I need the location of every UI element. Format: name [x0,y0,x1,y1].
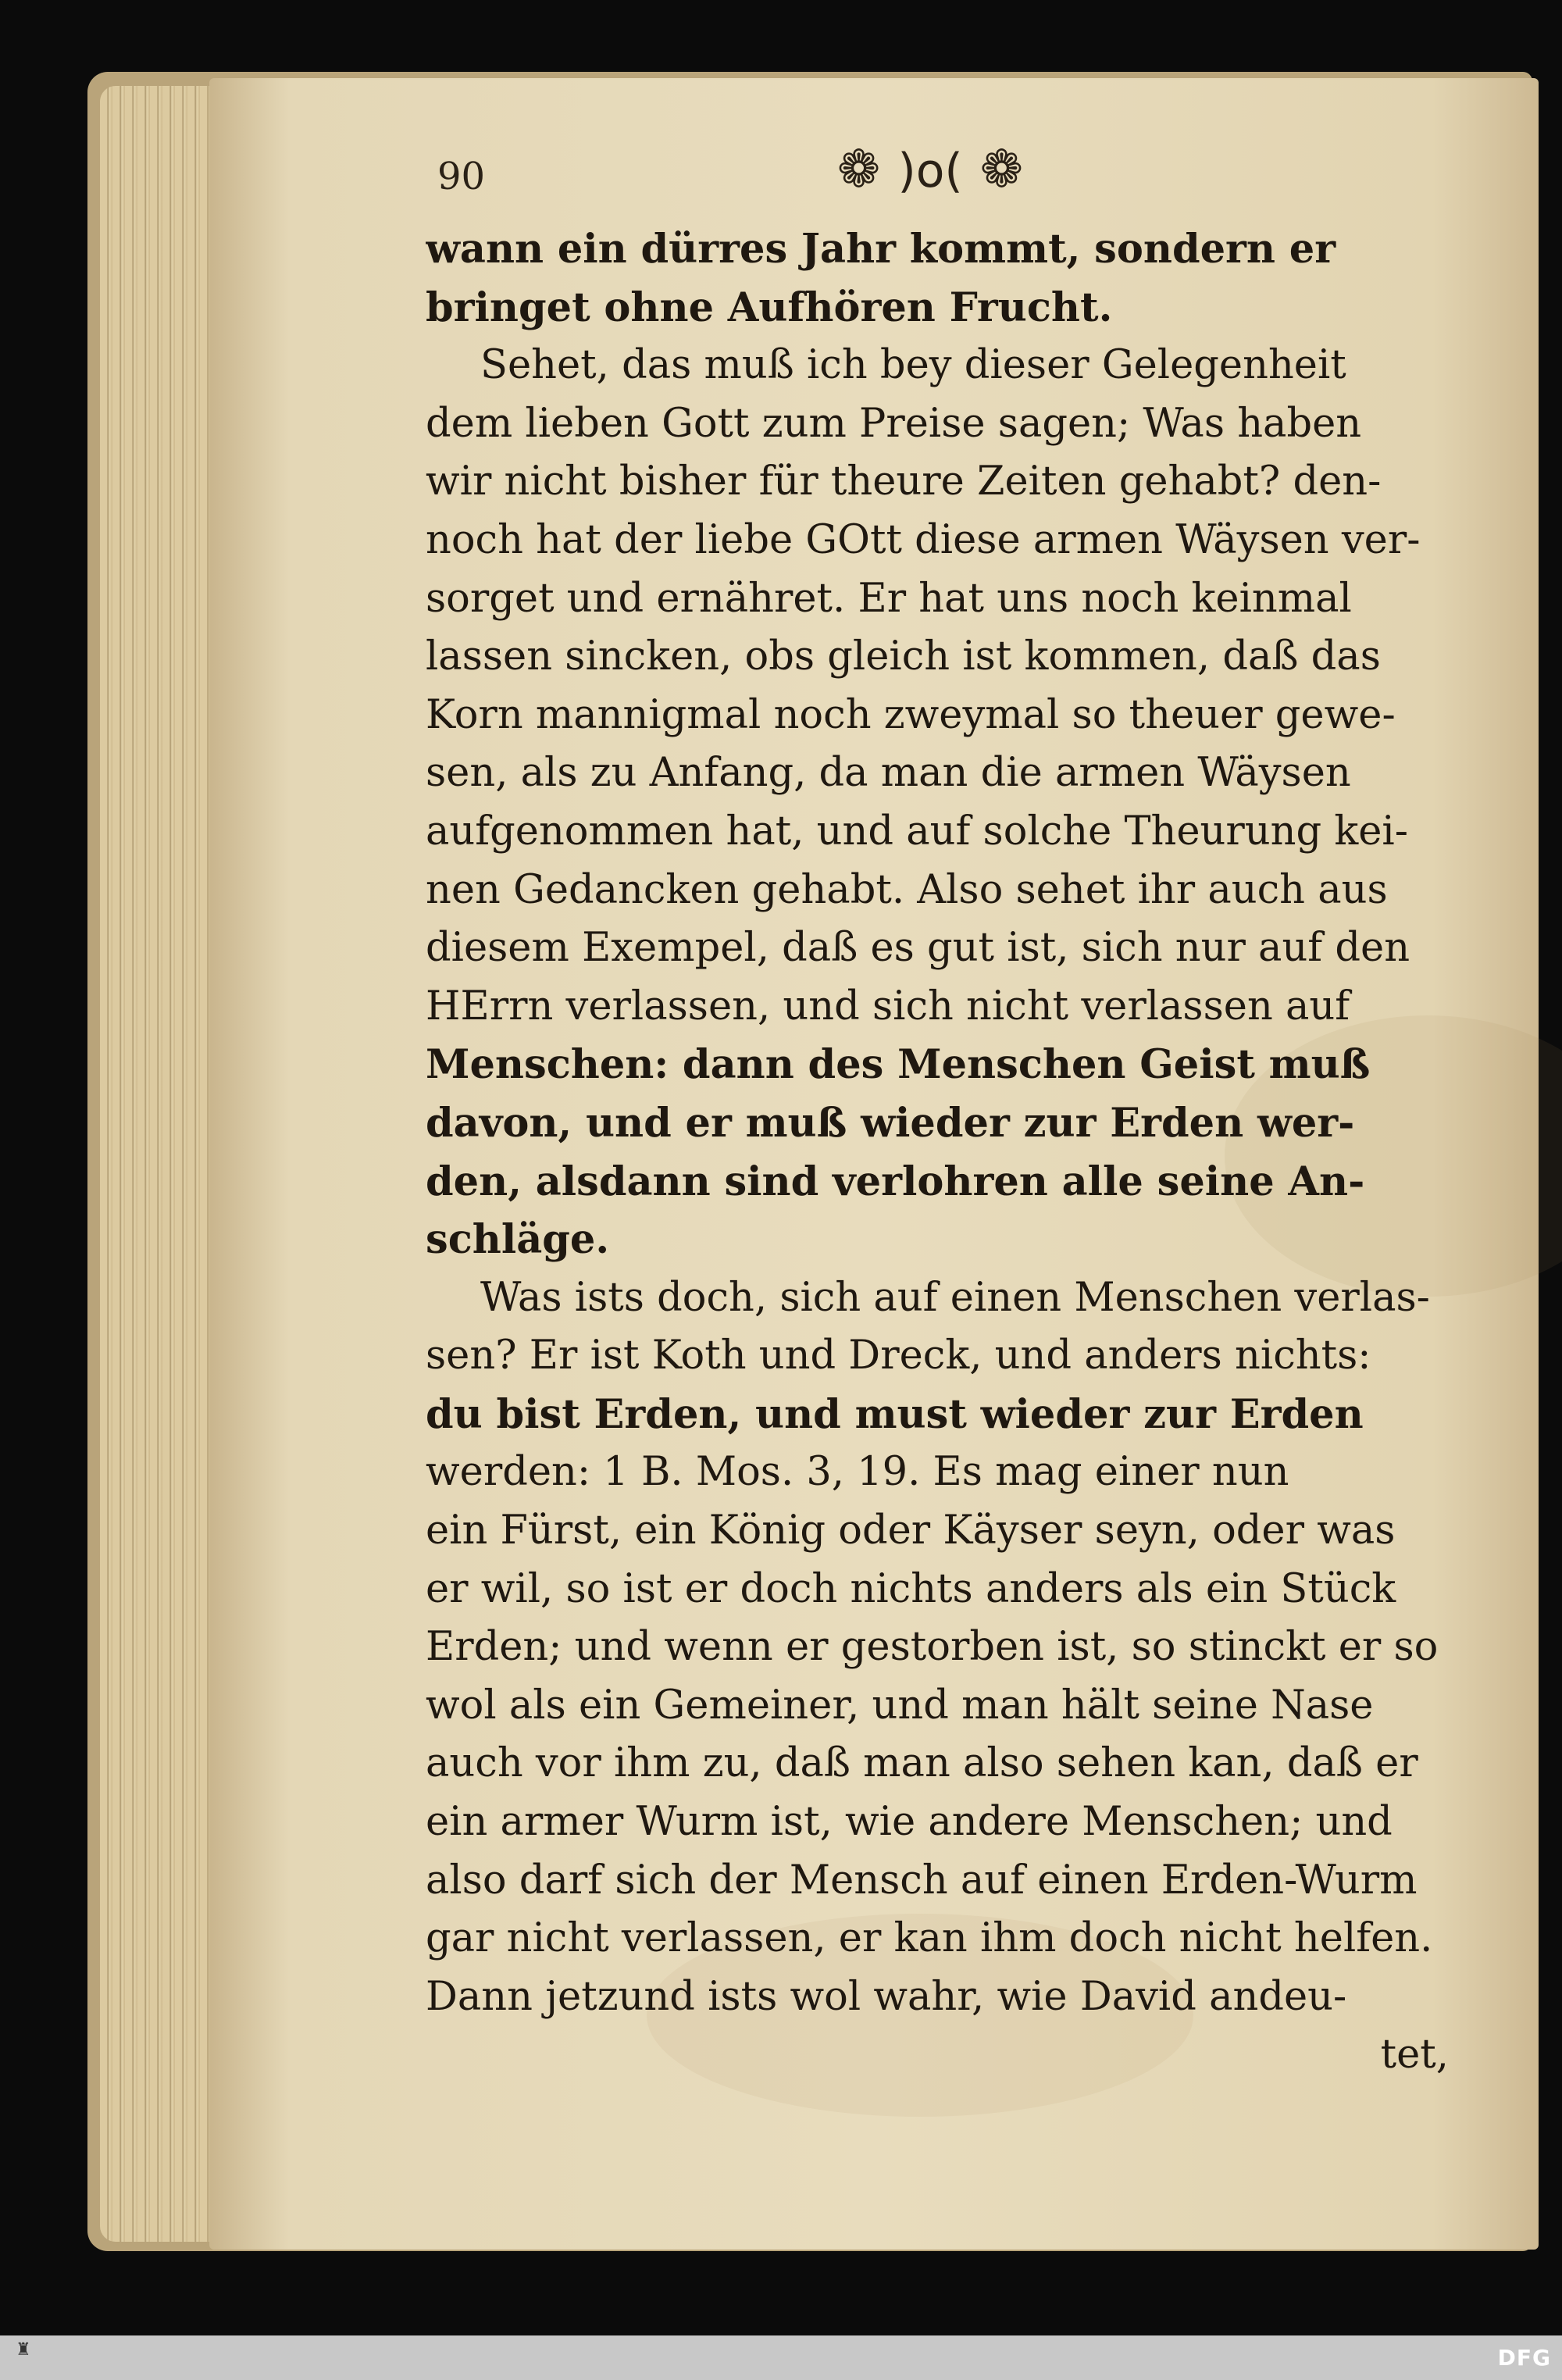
text-line: du bist Erden, und must wieder zur Erden [426,1390,1364,1438]
text-line: nen Gedancken gehabt. Also sehet ihr auch aus [426,866,1388,913]
text-line: auch vor ihm zu, daß man also sehen kan, daß er [426,1740,1418,1787]
text-line: Erden; und wenn er gestorben ist, so stinckt er so [426,1624,1439,1671]
text-line: wir nicht bisher für theure Zeiten gehabt? den- [426,459,1382,505]
text-line: dem lieben Gott zum Preise sagen; Was haben [426,400,1362,447]
ornament-divider: )o( [897,144,963,198]
text-line: sorget und ernähret. Er hat uns noch keinmal [426,575,1352,622]
text-line: HErrn verlassen, und sich nicht verlassen auf [426,983,1350,1029]
text-line: also darf sich der Mensch auf einen Erden-Wurm [426,1857,1418,1904]
flower-ornament-icon: ❁ [837,139,881,199]
text-line: Dann jetzund ists wol wahr, wie David andeu- [426,1973,1347,2020]
text-line: sen? Er ist Koth und Dreck, und anders nichts: [426,1333,1371,1379]
viewer-footer-bar [0,2335,1562,2380]
text-line: Sehet, das muß ich bey dieser Gelegenheit [480,342,1346,389]
text-line: gar nicht verlassen, er kan ihm doch nicht helfen. [426,1915,1433,1962]
library-seal-icon: ♜ [16,2340,31,2360]
text-line: ein Fürst, ein König oder Käyser seyn, oder was [426,1508,1396,1554]
text-line: bringet ohne Aufhören Frucht. [426,284,1113,331]
text-line: Korn mannigmal noch zweymal so theuer gewe- [426,691,1396,738]
text-line: werden: 1 B. Mos. 3, 19. Es mag einer nun [426,1449,1289,1496]
text-line: wol als ein Gemeiner, und man hält seine Nase [426,1682,1374,1729]
library-logo[interactable] [9,2342,37,2373]
text-line: aufgenommen hat, und auf solche Theurung kei- [426,808,1408,855]
text-line: den, alsdann sind verlohren alle seine An- [426,1158,1365,1205]
text-line: er wil, so ist er doch nichts anders als ein Stück [426,1565,1396,1612]
text-line: wann ein dürres Jahr kommt, sondern er [426,226,1336,273]
text-line: Was ists doch, sich auf einen Menschen verlas- [480,1274,1430,1321]
dfg-logo[interactable]: DFG [1497,2345,1551,2371]
page-text [426,220,1449,2085]
text-line: Menschen: dann des Menschen Geist muß [426,1041,1371,1089]
text-line: ein armer Wurm ist, wie andere Menschen; und [426,1799,1393,1846]
page-number: 90 [437,155,486,198]
text-line: sen, als zu Anfang, da man die armen Wäysen [426,750,1351,797]
text-line: schläge. [426,1216,610,1264]
text-line: diesem Exempel, daß es gut ist, sich nur auf den [426,925,1410,972]
header-ornament [837,139,1024,199]
text-line: noch hat der liebe GOtt diese armen Wäysen ver- [426,516,1421,563]
flower-ornament-icon: ❁ [979,139,1024,199]
catchword: tet, [1380,2032,1449,2078]
text-line: davon, und er muß wieder zur Erden wer- [426,1099,1355,1147]
text-line: lassen sincken, obs gleich ist kommen, daß das [426,633,1381,680]
